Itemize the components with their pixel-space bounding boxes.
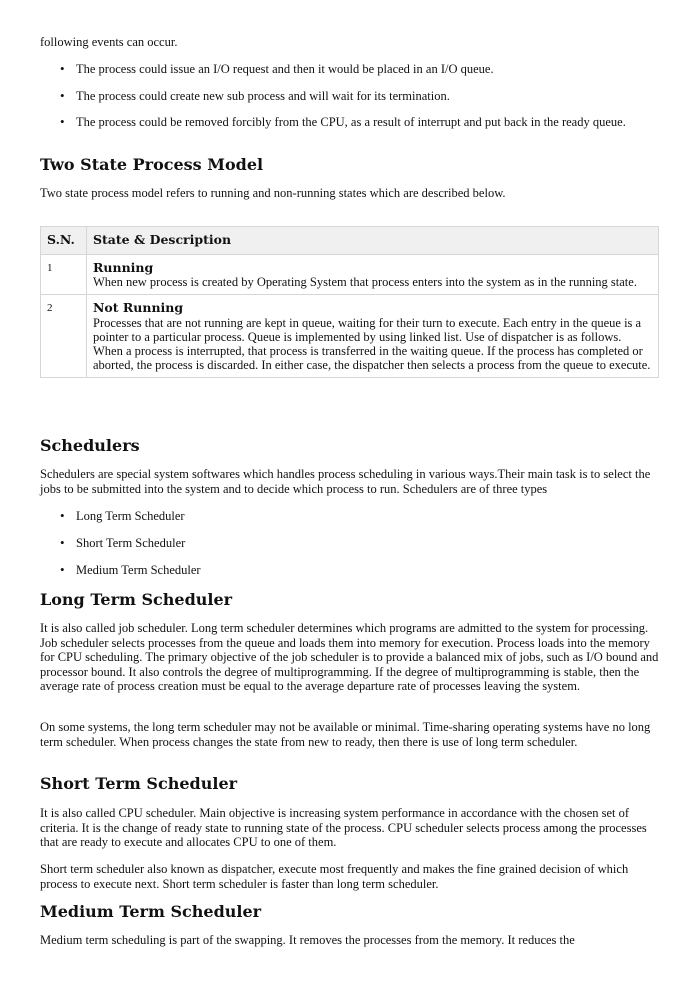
column-header-state: State & Description [87, 227, 659, 255]
states-table [40, 226, 659, 378]
scheduler-types-list [40, 509, 660, 578]
state-description: When new process is created by Operating System that process enters into the system as in the running state. [93, 275, 637, 290]
short-term-para-1: It is also called CPU scheduler. Main objective is increasing system performance in accordance with the chosen set of criteria. It is the change of ready state to running state of the process. CPU scheduler selects process among the processes that are ready to execute and allocates CPU to one of them. [40, 806, 647, 849]
list-item: • The process could create new sub process and will wait for its termination. [40, 89, 660, 104]
state-name: Not Running [93, 300, 184, 316]
table-row [41, 295, 659, 378]
section-heading-medium-term: Medium Term Scheduler [40, 902, 262, 921]
short-term-para-2: Short term scheduler also known as dispatcher, execute most frequently and makes the fine grained decision of which process to execute next. Short term scheduler is faster than long term scheduler. [40, 862, 629, 891]
list-item: • The process could be removed forcibly from the CPU, as a result of interrupt and put back in the ready queue. [40, 115, 660, 130]
state-description: Processes that are not running are kept in queue, waiting for their turn to execute. Each entry in the queue is a pointer to a particular process. Queue is implemented by using linked list. Use of dispatcher is as follows. When a process is interrupted, that process is transferred in the waiting queue. If the process has completed or aborted, the process is discarded. In either case, the dispatcher then selects a process from the queue to execute. [93, 315, 651, 373]
medium-term-para-1: Medium term scheduling is part of the swapping. It removes the processes from the memory. It reduces the [40, 933, 575, 947]
list-item: • Medium Term Scheduler [40, 563, 660, 578]
list-item: • The process could issue an I/O request and then it would be placed in an I/O queue. [40, 62, 660, 77]
intro-line: following events can occur. [40, 35, 178, 49]
section-heading-schedulers: Schedulers [40, 436, 140, 455]
row-sn: 1 [41, 255, 87, 295]
event-list [40, 62, 660, 130]
row-sn: 2 [41, 295, 87, 378]
section-heading-short-term: Short Term Scheduler [40, 774, 238, 793]
schedulers-intro: Schedulers are special system softwares which handles process scheduling in various ways.Their main task is to select the jobs to be submitted into the system and to decide which process to run. Schedulers are of three types [40, 467, 651, 496]
long-term-para-2: On some systems, the long term scheduler may not be available or minimal. Time-sharing operating systems have no long term scheduler. When process changes the state from new to ready, then there is use of long term scheduler. [40, 720, 651, 749]
section-heading-two-state: Two State Process Model [40, 155, 264, 174]
two-state-intro: Two state process model refers to running and non-running states which are described below. [40, 186, 506, 200]
table-header-row [41, 227, 659, 255]
state-name: Running [93, 260, 154, 275]
column-header-sn: S.N. [41, 227, 87, 255]
long-term-para-1: It is also called job scheduler. Long term scheduler determines which programs are admitted to the system for processing. Job scheduler selects processes from the queue and loads them into memory for execution. Process loads into the memory for CPU scheduling. The primary objective of the job scheduler is to provide a balanced mix of jobs, such as I/O bound and processor bound. It also controls the degree of multiprogramming. If the degree of multiprogramming is stable, then the average rate of process creation must be equal to the average departure rate of processes leaving the system. [40, 621, 659, 693]
list-item: • Short Term Scheduler [40, 536, 660, 551]
section-heading-long-term: Long Term Scheduler [40, 590, 233, 609]
row-content [87, 295, 659, 378]
row-content [87, 255, 659, 295]
list-item: • Long Term Scheduler [40, 509, 660, 524]
table-row [41, 255, 659, 295]
